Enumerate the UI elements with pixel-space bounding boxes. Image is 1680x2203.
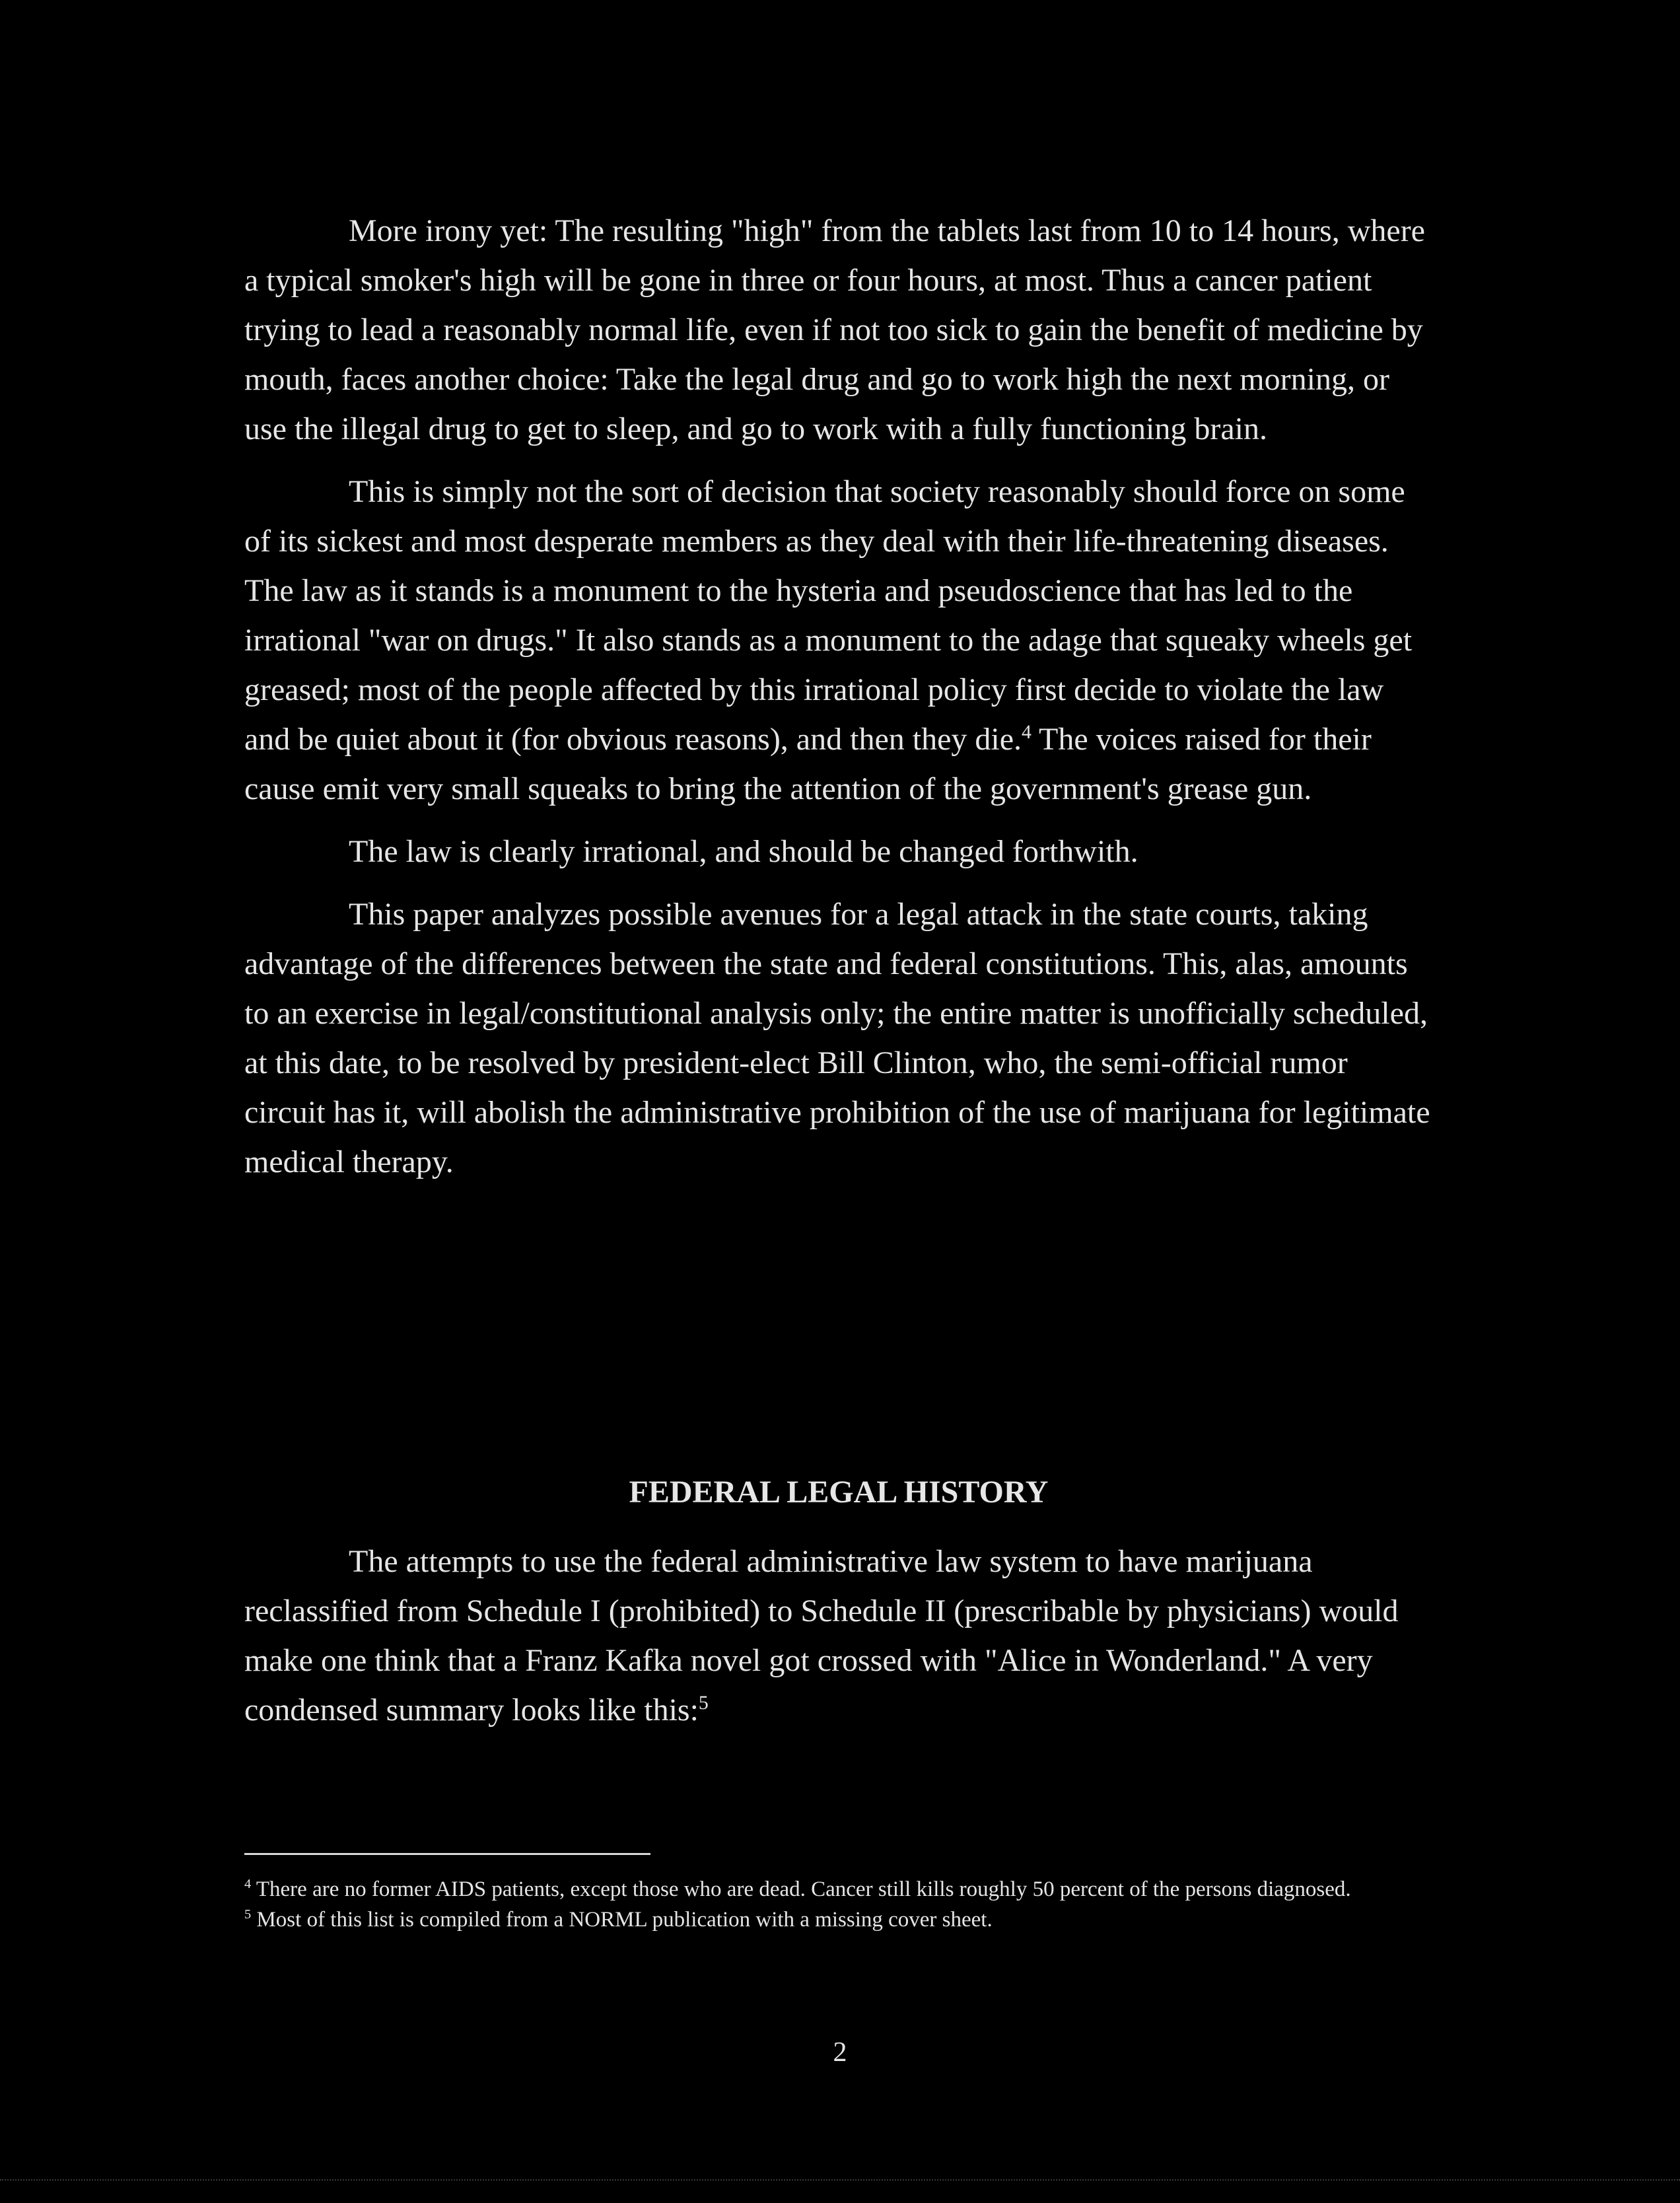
section-heading: FEDERAL LEGAL HISTORY [629, 1475, 1049, 1510]
scan-edge-line [0, 2179, 1680, 2181]
footnote-text: Most of this list is compiled from a NORML publication with a missing cover sheet. [251, 1908, 993, 1932]
footnote-4 [244, 1874, 1446, 1905]
paragraph-decision [244, 467, 1433, 814]
body-lower [244, 1537, 1433, 1748]
paragraph-irrational-law: The law is clearly irrational, and should be changed forthwith. [349, 834, 1138, 869]
footnote-text: There are no former AIDS patients, except those who are dead. Cancer still kills roughly 50 percent of the persons diagnosed. [251, 1877, 1351, 1901]
footnote-number: 5 [244, 1907, 252, 1922]
body-upper [244, 206, 1433, 1200]
page-number: 2 [833, 2037, 847, 2068]
footnotes [244, 1874, 1446, 1935]
footnote-divider [244, 1853, 650, 1855]
footnote-number: 4 [244, 1877, 252, 1891]
footnote-5 [244, 1905, 1446, 1935]
paragraph-decision-tail: The voices raised for their cause emit very small squeaks to bring the attention of the government's grease gun. [244, 722, 1372, 806]
paragraph-irony: More irony yet: The resulting "high" from the tablets last from 10 to 14 hours, where a typical smoker's high will be gone in three or four hours, at most. Thus a cancer patient trying to lead a reasonably normal life, even if not too sick to gain the benefit of medicine by mouth, faces another choice: Take the legal drug and go to work high the next morning, or use the illegal drug to get to sleep, and go to work with a fully functioning brain. [244, 213, 1425, 446]
paragraph-federal-history-text: The attempts to use the federal administrative law system to have marijuana reclassified from Schedule I (prohibited) to Schedule II (prescribable by physicians) would make one think that a Franz Kafka novel got crossed with "Alice in Wonderland." A very condensed summary looks like this: [244, 1544, 1399, 1728]
footnote-ref-4[interactable]: 4 [1022, 721, 1032, 743]
footnote-ref-5[interactable]: 5 [698, 1692, 709, 1714]
paragraph-decision-text: This is simply not the sort of decision that society reasonably should force on some of its sickest and most desperate members as they deal with their life-threatening diseases. The law as it stands is a monument to the hysteria and pseudoscience that has led to the irrational "war on drugs." It also stands as a monument to the adage that squeaky wheels get greased; most of the people affected by this irrational policy first decide to violate the law and be quiet about it (for obvious reasons), and then they die. [244, 474, 1413, 757]
paragraph-federal-history [244, 1537, 1433, 1735]
paragraph-analysis: This paper analyzes possible avenues for a legal attack in the state courts, taking advantage of the differences between the state and federal constitutions. This, alas, amounts to an exercise in legal/constitutional analysis only; the entire matter is unofficially scheduled, at this date, to be resolved by president-elect Bill Clinton, who, the semi-official rumor circuit has it, will abolish the administrative prohibition of the use of marijuana for legitimate medical therapy. [244, 897, 1430, 1179]
